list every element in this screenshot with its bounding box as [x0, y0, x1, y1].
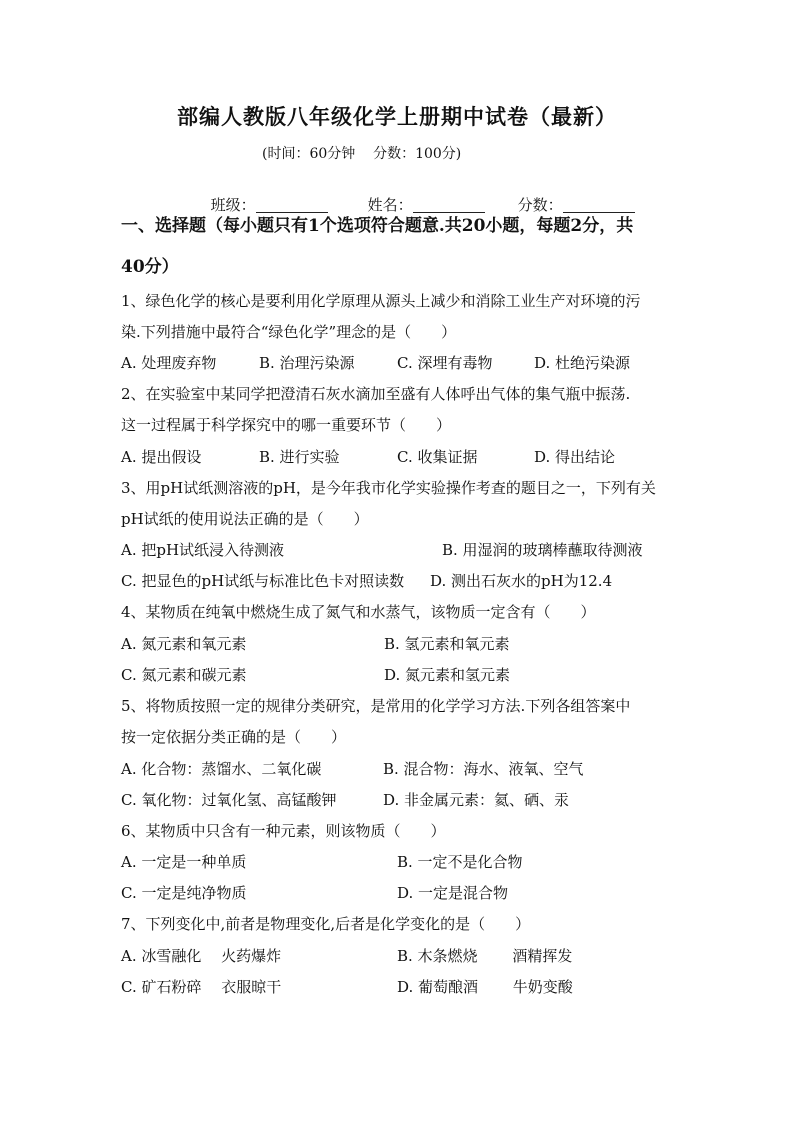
section-heading-line1: 一、选择题（每小题只有1个选项符合题意.共20小题，每题2分，共: [121, 216, 634, 236]
question-5-line1: 5、将物质按照一定的规律分类研究，是常用的化学学习方法.下列各组答案中: [121, 697, 631, 715]
question-3-line2: pH试纸的使用说法正确的是（ ）: [121, 510, 369, 528]
question-6-line1: 6、某物质中只含有一种元素，则该物质（ ）: [121, 822, 446, 840]
question-3-option-d[interactable]: D. 测出石灰水的pH为12.4: [430, 572, 613, 590]
question-7-option-d[interactable]: D. 葡萄酿酒 牛奶变酸: [397, 978, 573, 996]
question-4-option-a[interactable]: A. 氮元素和氧元素: [121, 635, 247, 653]
question-1-line1: 1、绿色化学的核心是要利用化学原理从源头上减少和消除工业生产对环境的污: [121, 292, 641, 310]
question-1-option-b[interactable]: B. 治理污染源: [259, 354, 355, 372]
question-2-option-b[interactable]: B. 进行实验: [259, 448, 340, 466]
question-1-line2: 染.下列措施中最符合“绿色化学”理念的是（ ）: [121, 323, 457, 341]
question-3-option-a[interactable]: A. 把pH试纸浸入待测液: [121, 541, 285, 559]
question-7-line1: 7、下列变化中,前者是物理变化,后者是化学变化的是（ ）: [121, 915, 531, 933]
exam-time-score: (时间：60分钟 分数：100分): [262, 146, 462, 162]
question-2-line1: 2、在实验室中某同学把澄清石灰水滴加至盛有人体呼出气体的集气瓶中振荡.: [121, 385, 631, 403]
question-3-line1: 3、用pH试纸测溶液的pH，是今年我市化学实验操作考查的题目之一，下列有关: [121, 479, 656, 497]
question-4-option-b[interactable]: B. 氢元素和氧元素: [384, 635, 510, 653]
question-5-option-b[interactable]: B. 混合物：海水、液氧、空气: [383, 760, 584, 778]
question-5-option-d[interactable]: D. 非金属元素：氦、硒、汞: [383, 791, 570, 809]
question-1-option-a[interactable]: A. 处理废弃物: [121, 354, 217, 372]
question-5-option-c[interactable]: C. 氧化物：过氧化氢、高锰酸钾: [121, 791, 337, 809]
question-7-option-c[interactable]: C. 矿石粉碎 衣服晾干: [121, 978, 282, 996]
question-6-option-d[interactable]: D. 一定是混合物: [397, 884, 509, 902]
question-4-option-c[interactable]: C. 氮元素和碳元素: [121, 666, 247, 684]
section-heading-line2: 40分）: [121, 257, 179, 277]
question-1-option-d[interactable]: D. 杜绝污染源: [534, 354, 631, 372]
question-7-option-a[interactable]: A. 冰雪融化 火药爆炸: [121, 947, 282, 965]
score-label: 分数：: [517, 196, 563, 214]
question-2-option-a[interactable]: A. 提出假设: [121, 448, 202, 466]
question-7-option-b[interactable]: B. 木条燃烧 酒精挥发: [397, 947, 573, 965]
question-5-option-a[interactable]: A. 化合物：蒸馏水、二氧化碳: [121, 760, 322, 778]
question-3-option-c[interactable]: C. 把显色的pH试纸与标准比色卡对照读数: [121, 572, 405, 590]
question-5-line2: 按一定依据分类正确的是（ ）: [121, 728, 347, 746]
question-2-line2: 这一过程属于科学探究中的哪一重要环节（ ）: [121, 416, 452, 434]
name-label: 姓名：: [367, 196, 413, 214]
question-2-option-d[interactable]: D. 得出结论: [534, 448, 616, 466]
question-4-option-d[interactable]: D. 氮元素和氢元素: [384, 666, 511, 684]
page-title: 部编人教版八年级化学上册期中试卷（最新）: [177, 104, 617, 129]
question-4-line1: 4、某物质在纯氧中燃烧生成了氮气和水蒸气，该物质一定含有（ ）: [121, 603, 596, 621]
class-label: 班级：: [210, 196, 256, 214]
question-6-option-b[interactable]: B. 一定不是化合物: [397, 853, 523, 871]
question-6-option-a[interactable]: A. 一定是一种单质: [121, 853, 247, 871]
question-6-option-c[interactable]: C. 一定是纯净物质: [121, 884, 247, 902]
student-info-row: [0, 176, 794, 214]
question-2-option-c[interactable]: C. 收集证据: [397, 448, 478, 466]
question-3-option-b[interactable]: B. 用湿润的玻璃棒蘸取待测液: [442, 541, 643, 559]
question-1-option-c[interactable]: C. 深埋有毒物: [397, 354, 493, 372]
